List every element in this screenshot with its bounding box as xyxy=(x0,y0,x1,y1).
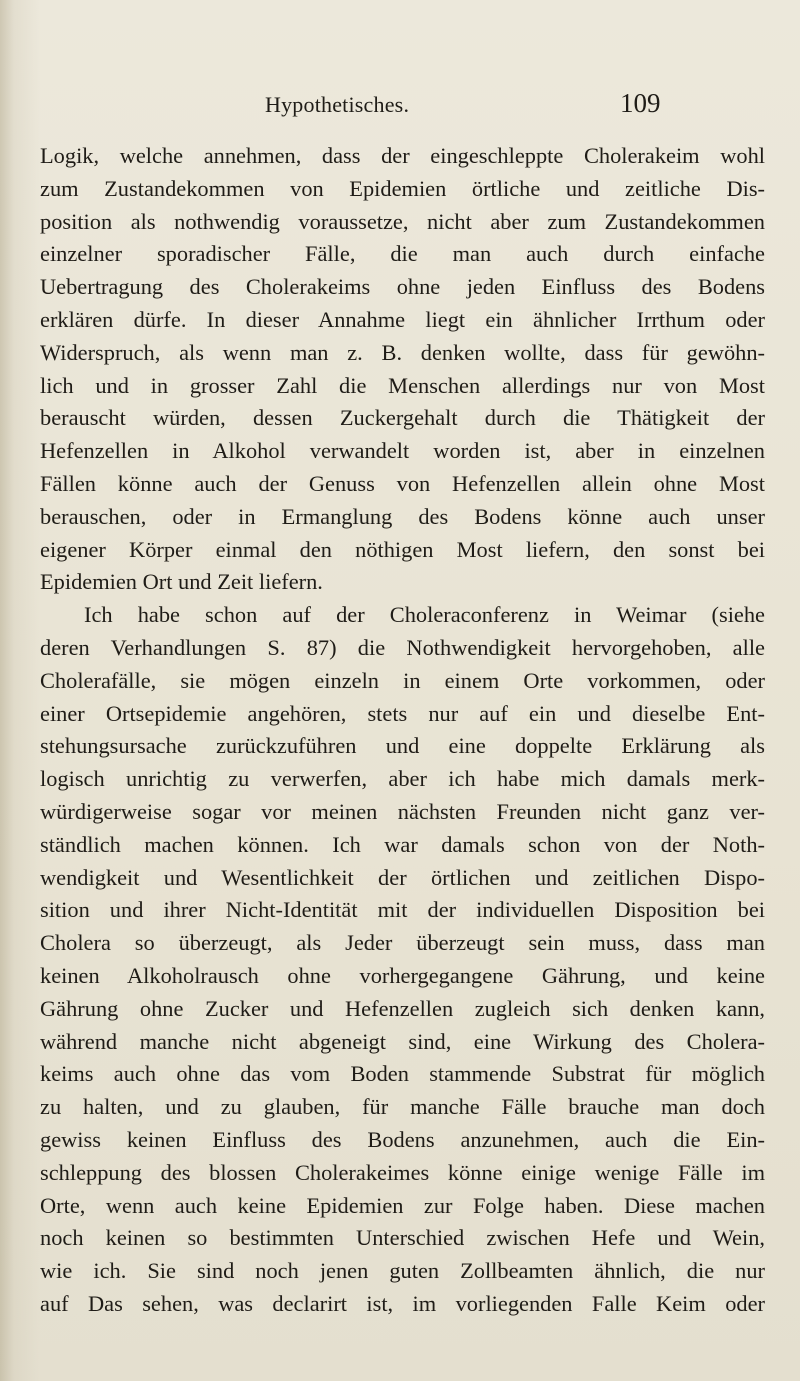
text-line: berauschen, oder in Ermanglung des Bodens könne auch unser xyxy=(40,503,765,529)
text-line: Epidemien Ort und Zeit liefern. xyxy=(40,569,323,595)
running-head: Hypothetisches. xyxy=(265,92,410,117)
text-line: sition und ihrer Nicht-Identität mit der individuellen Disposition bei xyxy=(40,897,765,923)
page-number: 109 xyxy=(620,88,661,118)
text-line: Fällen könne auch der Genuss von Hefenzellen allein ohne Most xyxy=(40,470,765,496)
text-line: Widerspruch, als wenn man z. B. denken wollte, dass für gewöhn- xyxy=(40,339,765,365)
text-line: zum Zustandekommen von Epidemien örtliche und zeitliche Dis- xyxy=(40,175,765,201)
text-line: einzelner sporadischer Fälle, die man auch durch einfache xyxy=(40,241,765,267)
text-line: Uebertragung des Cholerakeims ohne jeden Einfluss des Bodens xyxy=(40,274,765,300)
text-line: eigener Körper einmal den nöthigen Most liefern, den sonst bei xyxy=(40,536,765,562)
text-line: noch keinen so bestimmten Unterschied zwischen Hefe und Wein, xyxy=(40,1225,765,1251)
text-line: berauscht würden, dessen Zuckergehalt durch die Thätigkeit der xyxy=(40,405,765,431)
text-line: während manche nicht abgeneigt sind, eine Wirkung des Cholera- xyxy=(40,1028,765,1054)
text-line: Hefenzellen in Alkohol verwandelt worden ist, aber in einzelnen xyxy=(40,438,765,464)
body-text xyxy=(40,140,765,1321)
text-line: Cholera so überzeugt, als Jeder überzeugt sein muss, dass man xyxy=(40,930,765,956)
text-line: Gährung ohne Zucker und Hefenzellen zugleich sich denken kann, xyxy=(40,995,765,1021)
text-line: Ich habe schon auf der Choleraconferenz in Weimar (siehe xyxy=(84,602,765,628)
text-line: logisch unrichtig zu verwerfen, aber ich habe mich damals merk- xyxy=(40,766,765,792)
text-line: Orte, wenn auch keine Epidemien zur Folge haben. Diese machen xyxy=(40,1192,765,1218)
text-line: deren Verhandlungen S. 87) die Nothwendigkeit hervorgehoben, alle xyxy=(40,634,765,660)
text-line: zu halten, und zu glauben, für manche Fälle brauche man doch xyxy=(40,1094,765,1120)
text-line: einer Ortsepidemie angehören, stets nur auf ein und dieselbe Ent- xyxy=(40,700,765,726)
text-line: wie ich. Sie sind noch jenen guten Zollbeamten ähnlich, die nur xyxy=(40,1258,765,1284)
text-line: Logik, welche annehmen, dass der eingeschleppte Cholerakeim wohl xyxy=(40,143,765,168)
page-header xyxy=(0,88,800,128)
text-line: Cholerafälle, sie mögen einzeln in einem Orte vorkommen, oder xyxy=(40,667,765,693)
text-line: stehungsursache zurückzuführen und eine doppelte Erklärung als xyxy=(40,733,765,759)
text-line: position als nothwendig voraussetze, nicht aber zum Zustandekommen xyxy=(40,208,765,234)
text-line: wendigkeit und Wesentlichkeit der örtlichen und zeitlichen Dispo- xyxy=(40,864,765,890)
text-line: schleppung des blossen Cholerakeimes könne einige wenige Fälle im xyxy=(40,1159,765,1185)
text-line: auf Das sehen, was declarirt ist, im vorliegenden Falle Keim oder xyxy=(40,1290,765,1316)
text-line: lich und in grosser Zahl die Menschen allerdings nur von Most xyxy=(40,372,765,398)
text-line: keims auch ohne das vom Boden stammende Substrat für möglich xyxy=(40,1061,765,1087)
text-line: ständlich machen können. Ich war damals schon von der Noth- xyxy=(40,831,765,857)
text-line: gewiss keinen Einfluss des Bodens anzunehmen, auch die Ein- xyxy=(40,1126,765,1152)
text-line: keinen Alkoholrausch ohne vorhergegangene Gährung, und keine xyxy=(40,962,765,988)
text-line: würdigerweise sogar vor meinen nächsten Freunden nicht ganz ver- xyxy=(40,798,765,824)
text-line: erklären dürfe. In dieser Annahme liegt ein ähnlicher Irrthum oder xyxy=(40,306,765,332)
